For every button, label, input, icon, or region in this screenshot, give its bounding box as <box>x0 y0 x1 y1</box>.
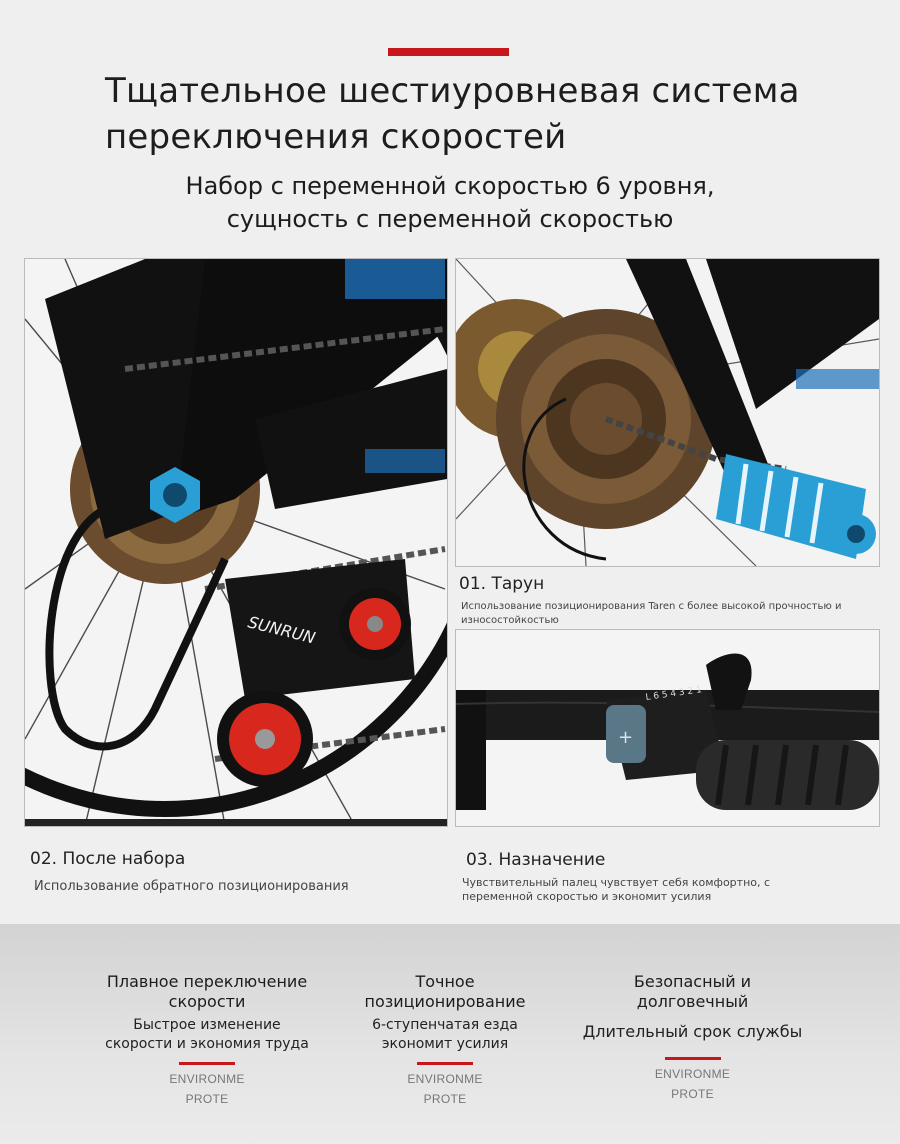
accent-bar <box>388 48 509 56</box>
feature-divider <box>179 1062 235 1065</box>
feature-env-label: ENVIRONME PROTE <box>169 1072 245 1106</box>
feature-desc: Быстрое изменение скорости и экономия труда <box>105 1017 309 1052</box>
caption-2-desc: Использование обратного позиционирования <box>34 879 349 894</box>
feature-precise-positioning <box>340 972 550 1109</box>
caption-1-desc: Использование позиционирования Taren с более высокой прочностью и износостойкостью <box>461 601 842 626</box>
feature-desc: Длительный срок службы <box>582 1022 803 1041</box>
feature-title: Плавное переключение скорости <box>106 972 308 1011</box>
derailleur-brand: SUNRUN <box>246 612 318 648</box>
feature-title: Точное позиционирование <box>364 972 526 1011</box>
shifter-photo <box>455 629 880 827</box>
feature-env-label: ENVIRONME PROTE <box>407 1072 483 1106</box>
caption-1-title: 01. Тарун <box>459 574 545 594</box>
subtitle-line-2: сущность с переменной скоростью <box>226 205 674 233</box>
caption-3-desc: Чувствительный палец чувствует себя комфортно, с переменной скоростью и экономит усилия <box>462 876 771 903</box>
feature-divider <box>417 1062 473 1065</box>
feature-safe-durable <box>575 972 810 1104</box>
subtitle-line-1: Набор с переменной скоростью 6 уровня, <box>185 172 715 200</box>
rear-derailleur-photo <box>24 258 448 827</box>
feature-title: Безопасный и долговечный <box>633 972 752 1011</box>
cassette-photo <box>455 258 880 567</box>
feature-divider <box>665 1057 721 1060</box>
caption-2-title: 02. После набора <box>30 849 186 869</box>
page-title: Тщательное шестиуровневая система переключения скоростей <box>105 71 800 157</box>
feature-smooth-shifting <box>92 972 322 1109</box>
svg-text:L 6 5 4 3 2 1: L 6 5 4 3 2 1 <box>645 685 703 703</box>
page-subtitle <box>0 170 900 236</box>
feature-env-label: ENVIRONME PROTE <box>654 1067 731 1101</box>
caption-3-title: 03. Назначение <box>466 850 606 870</box>
feature-desc: 6-ступенчатая езда экономит усилия <box>372 1017 518 1052</box>
features-band <box>0 924 900 1144</box>
svg-text:+: + <box>618 727 634 748</box>
